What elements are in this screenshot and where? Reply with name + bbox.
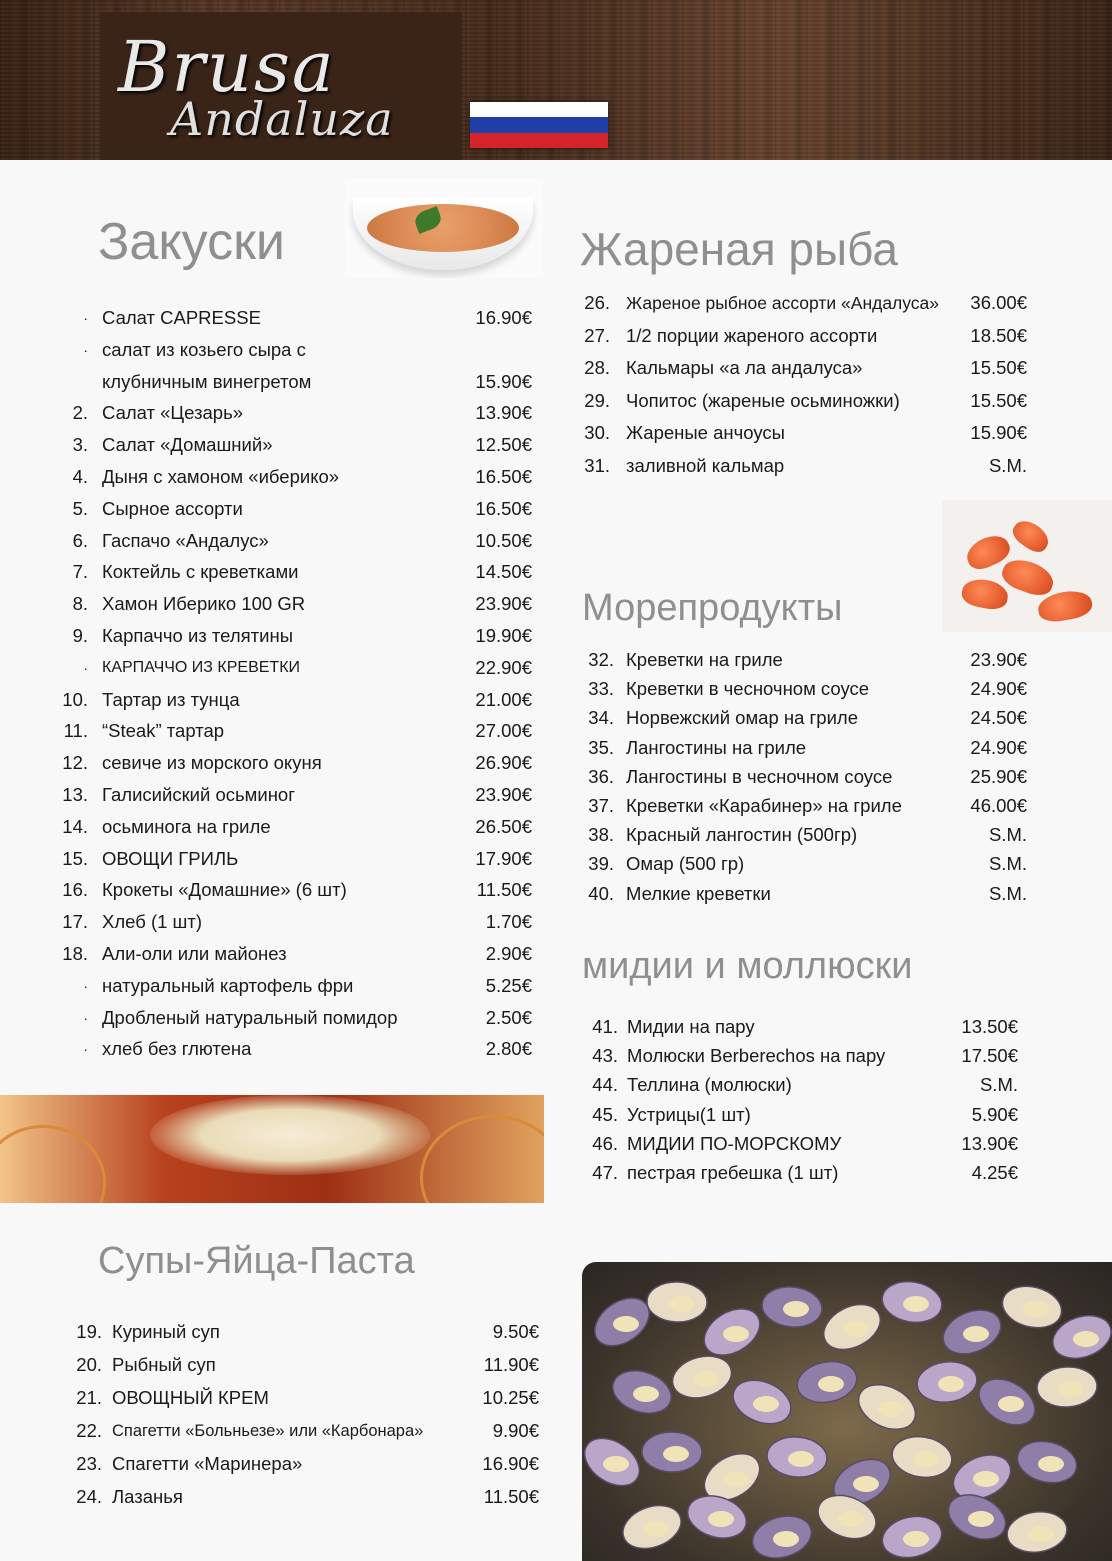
clam-meat-image xyxy=(723,1326,749,1342)
clam-meat-image xyxy=(773,1531,799,1547)
menu-item-price: 19.90€ xyxy=(475,625,532,646)
menu-item-price: 11.50€ xyxy=(483,1486,539,1507)
menu-item-number: 45. xyxy=(592,1103,618,1125)
menu-item xyxy=(60,494,532,524)
menu-item xyxy=(60,430,532,460)
clam-meat-image xyxy=(913,1451,939,1467)
menu-item-price: 16.90€ xyxy=(482,1453,539,1474)
menu-item xyxy=(60,367,532,397)
menu-item xyxy=(580,762,1027,792)
menu-item-price: 15.90€ xyxy=(970,422,1027,444)
clam-meat-image xyxy=(693,1371,719,1387)
menu-item-number: 20. xyxy=(76,1354,102,1375)
menu-item xyxy=(60,971,532,1001)
menu-item-name: осьминога на гриле xyxy=(102,815,271,837)
section-title-supy: Супы-Яйца-Паста xyxy=(98,1240,415,1282)
menu-item-number: 46. xyxy=(592,1132,618,1154)
clam-meat-image xyxy=(723,1471,749,1487)
header-wood-banner xyxy=(0,0,1112,160)
menu-item xyxy=(60,462,532,492)
clam-meat-image xyxy=(838,1511,864,1527)
menu-item xyxy=(580,1041,1018,1071)
clam-meat-image xyxy=(643,1521,669,1537)
menu-item xyxy=(580,288,1027,318)
menu-item-name: Мидии на пару xyxy=(627,1016,755,1037)
menu-item-name: Кальмары «а ла андалуса» xyxy=(626,357,863,379)
clam-meat-image xyxy=(708,1511,734,1527)
clam-meat-image xyxy=(753,1396,779,1412)
menu-item-name: Карпаччо из телятины xyxy=(102,625,293,646)
menu-item xyxy=(580,451,1027,481)
menu-item-number: 13. xyxy=(62,784,88,805)
menu-item xyxy=(60,1034,532,1064)
menu-item-number: 14. xyxy=(62,815,88,837)
menu-item-price: 23.90€ xyxy=(475,784,532,805)
section-title-moreprodukty: Морепродукты xyxy=(582,587,843,629)
menu-item xyxy=(60,335,532,365)
menu-item-price: 15.50€ xyxy=(970,389,1027,411)
menu-item-name: Лазанья xyxy=(112,1486,183,1507)
menu-item-number: 28. xyxy=(584,357,610,379)
menu-item xyxy=(60,844,532,874)
menu-item-number: 47. xyxy=(592,1162,618,1183)
menu-item-name: Дыня с хамоном «иберико» xyxy=(102,466,340,487)
menu-item-name: Молюски Berberechos на пару xyxy=(627,1045,886,1067)
menu-item-price: 27.00€ xyxy=(475,720,532,742)
section-title-zakuski: Закуски xyxy=(98,213,285,271)
menu-item-price: 13.50€ xyxy=(961,1016,1018,1037)
russian-flag-icon xyxy=(470,102,608,148)
menu-item-price: 12.50€ xyxy=(475,434,532,456)
menu-item-price: 26.90€ xyxy=(475,752,532,774)
clam-meat-image xyxy=(818,1376,844,1392)
gazpacho-photo xyxy=(345,178,543,278)
clam-meat-image xyxy=(1058,1381,1084,1397)
menu-item xyxy=(60,780,532,810)
menu-item-price: S.M. xyxy=(979,1074,1018,1096)
clam-meat-image xyxy=(938,1376,964,1392)
parmesan-image xyxy=(150,1095,430,1175)
menu-item xyxy=(580,1158,1018,1188)
menu-item-name: Жареное рыбное ассорти «Андалуса» xyxy=(626,293,940,313)
menu-item-name: Креветки «Карабинер» на гриле xyxy=(626,795,902,816)
menu-item-number: 33. xyxy=(588,678,614,700)
menu-item-number: · xyxy=(83,341,88,358)
menu-item-price: 2.80€ xyxy=(485,1038,532,1060)
menu-item-number: 17. xyxy=(62,911,88,933)
menu-item xyxy=(580,1012,1018,1042)
menu-item-price: 16.90€ xyxy=(475,307,532,328)
menu-item-name: Чопитос (жареные осьминожки) xyxy=(626,389,900,411)
menu-item-name: Коктейль с креветками xyxy=(102,561,299,583)
clam-meat-image xyxy=(998,1396,1024,1412)
menu-item-number: 21. xyxy=(76,1387,102,1408)
menu-item-price: 24.90€ xyxy=(970,736,1027,758)
shrimp-image xyxy=(960,576,1010,612)
clam-meat-image xyxy=(788,1451,814,1467)
menu-item-number: 44. xyxy=(592,1074,618,1096)
clam-meat-image xyxy=(963,1326,989,1342)
menu-item-name: Рыбный суп xyxy=(112,1354,216,1375)
menu-item-price: 21.00€ xyxy=(475,688,532,710)
pasta-image xyxy=(0,1125,106,1203)
menu-item-number: · xyxy=(83,310,88,326)
menu-item-name: Спагетти «Больньезе» или «Карбонара» xyxy=(112,1422,424,1440)
menu-item-price: 10.50€ xyxy=(475,529,532,551)
menu-item-price: S.M. xyxy=(988,882,1027,904)
menu-item-number: 37. xyxy=(588,795,614,816)
menu-item-number: 36. xyxy=(588,765,614,787)
menu-item-name: Сырное ассорти xyxy=(102,497,243,519)
menu-item-number: · xyxy=(83,1009,88,1026)
menu-item-price: 17.50€ xyxy=(961,1045,1018,1067)
menu-item-price: 11.50€ xyxy=(476,879,532,901)
menu-item xyxy=(60,907,532,937)
menu-item-name: пестрая гребешка (1 шт) xyxy=(627,1162,839,1183)
menu-item xyxy=(580,820,1027,850)
menu-item-name: клубничным винегретом xyxy=(102,370,312,392)
menu-item-price: 14.50€ xyxy=(475,561,532,583)
menu-item-name: Мелкие креветки xyxy=(626,882,771,904)
menu-item-price: 15.50€ xyxy=(970,357,1027,379)
menu-item-name: Хамон Иберико 100 GR xyxy=(102,593,306,615)
menu-item-number: 43. xyxy=(592,1045,618,1067)
menu-item xyxy=(60,1350,539,1380)
menu-item-number: 30. xyxy=(584,422,610,444)
menu-item-price: S.M. xyxy=(988,824,1027,846)
logo xyxy=(100,12,462,160)
menu-item-price: 11.90€ xyxy=(483,1354,539,1375)
menu-item xyxy=(580,674,1027,704)
menu-item-price: 2.50€ xyxy=(485,1006,532,1028)
menu-item xyxy=(60,875,532,905)
menu-item xyxy=(60,812,532,842)
menu-item-number: 35. xyxy=(588,736,614,758)
clam-meat-image xyxy=(603,1456,629,1472)
clam-meat-image xyxy=(1038,1456,1064,1472)
menu-item-price: 17.90€ xyxy=(475,847,532,869)
menu-item-name: Жареные анчоусы xyxy=(626,422,785,444)
spaghetti-photo xyxy=(0,1095,544,1203)
menu-item xyxy=(60,621,532,651)
menu-item-price: 10.25€ xyxy=(482,1387,539,1408)
menu-item-number: 4. xyxy=(72,466,88,487)
menu-item-name: Норвежский омар на гриле xyxy=(626,707,858,729)
menu-item xyxy=(580,791,1027,821)
menu-item xyxy=(60,685,532,715)
menu-item xyxy=(60,303,532,333)
menu-item xyxy=(60,589,532,619)
menu-item xyxy=(580,879,1027,909)
menu-item xyxy=(580,353,1027,383)
menu-item-price: 9.90€ xyxy=(492,1420,539,1441)
menu-item-price: 26.50€ xyxy=(475,815,532,837)
menu-item-name: Салат CAPRESSE xyxy=(102,307,261,328)
menu-item-number: 10. xyxy=(62,688,88,710)
menu-item-price: 23.90€ xyxy=(475,593,532,615)
menu-item-name: Креветки на гриле xyxy=(626,649,783,670)
menu-item-number: 26. xyxy=(584,292,610,313)
menu-item-number: · xyxy=(83,977,88,994)
menu-item-number: 27. xyxy=(584,324,610,346)
logo-line1: Brusa xyxy=(118,26,336,108)
menu-item-name: Крокеты «Домашние» (6 шт) xyxy=(102,879,347,901)
menu-item-name: Теллина (молюски) xyxy=(627,1074,792,1096)
menu-item xyxy=(60,1383,539,1413)
menu-item xyxy=(580,321,1027,351)
menu-item-name: Креветки в чесночном соусе xyxy=(626,678,870,700)
menu-item-name: Гаспачо «Андалус» xyxy=(102,529,269,551)
menu-item xyxy=(580,386,1027,416)
menu-item-name: ОВОЩИ ГРИЛЬ xyxy=(102,847,239,869)
menu-item xyxy=(60,1317,539,1347)
clam-meat-image xyxy=(1073,1331,1099,1347)
menu-item-price: S.M. xyxy=(988,853,1027,875)
menu-item xyxy=(60,716,532,746)
menu-item-price: 25.90€ xyxy=(970,765,1027,787)
menu-item-number: 29. xyxy=(584,389,610,411)
menu-item-name: Салат «Цезарь» xyxy=(102,402,243,424)
menu-item-number: · xyxy=(83,659,88,676)
menu-item xyxy=(60,939,532,969)
menu-item-price: 46.00€ xyxy=(970,795,1027,816)
menu-item-price: 16.50€ xyxy=(475,497,532,519)
menu-item xyxy=(60,1449,539,1479)
menu-item-number: 32. xyxy=(588,649,614,670)
menu-item-name: Омар (500 гр) xyxy=(626,853,745,875)
menu-item xyxy=(60,398,532,428)
menu-item-name: Лангостины в чесночном соусе xyxy=(626,765,893,787)
menu-item xyxy=(60,748,532,778)
menu-item-number: 40. xyxy=(588,882,614,904)
menu-item xyxy=(60,1482,539,1512)
menu-item-name: Дробленый натуральный помидор xyxy=(102,1006,398,1028)
menu-item-number: 8. xyxy=(72,593,88,615)
menu-item-price: 9.50€ xyxy=(492,1321,539,1342)
clam-meat-image xyxy=(973,1471,999,1487)
clam-meat-image xyxy=(843,1321,869,1337)
menu-item-name: натуральный картофель фри xyxy=(102,974,354,996)
menu-item-name: Лангостины на гриле xyxy=(626,736,807,758)
menu-item-name: заливной кальмар xyxy=(626,455,785,476)
clams-photo xyxy=(582,1262,1112,1561)
menu-item-number: 22. xyxy=(76,1420,102,1441)
menu-item-number: 12. xyxy=(62,752,88,774)
menu-item-number: 23. xyxy=(76,1453,102,1474)
clam-meat-image xyxy=(613,1316,639,1332)
clam-meat-image xyxy=(663,1446,689,1462)
menu-item-number: 18. xyxy=(62,943,88,964)
menu-item-name: хлеб без глютена xyxy=(102,1038,252,1060)
menu-item xyxy=(580,849,1027,879)
menu-item-name: “Steak” тартар xyxy=(102,720,225,742)
menu-item-price: 36.00€ xyxy=(970,292,1027,313)
menu-item-number: 9. xyxy=(72,625,88,646)
clam-meat-image xyxy=(1023,1301,1049,1317)
clam-meat-image xyxy=(878,1401,904,1417)
menu-item xyxy=(580,703,1027,733)
shrimp-image xyxy=(1009,515,1054,556)
menu-item-number: · xyxy=(83,1041,88,1058)
clam-meat-image xyxy=(903,1296,929,1312)
menu-item-number: 7. xyxy=(72,561,88,583)
menu-item-price: 13.90€ xyxy=(475,402,532,424)
menu-item-price: 5.90€ xyxy=(971,1103,1018,1125)
clams-image xyxy=(582,1262,1112,1561)
menu-item xyxy=(60,1416,539,1446)
menu-item-price: 2.90€ xyxy=(485,943,532,964)
menu-item-number: 11. xyxy=(63,720,88,742)
menu-item-price: 13.90€ xyxy=(961,1132,1018,1154)
menu-item-number: 39. xyxy=(588,853,614,875)
menu-item-name: Галисийский осьминог xyxy=(102,784,295,805)
shrimp-photo xyxy=(942,500,1112,632)
menu-item-price: 15.90€ xyxy=(475,370,532,392)
menu-item-number: 15. xyxy=(62,847,88,869)
menu-item xyxy=(60,653,532,683)
menu-item xyxy=(60,557,532,587)
menu-item-price: 23.90€ xyxy=(970,649,1027,670)
menu-item-number: 31. xyxy=(584,455,610,476)
menu-item-name: Спагетти «Маринера» xyxy=(112,1453,303,1474)
menu-item-name: салат из козьего сыра с xyxy=(102,338,306,360)
menu-item xyxy=(580,1100,1018,1130)
menu-item-number: 3. xyxy=(72,434,88,456)
menu-item-number: 19. xyxy=(76,1321,102,1342)
menu-item-price: 24.90€ xyxy=(970,678,1027,700)
menu-item-number: 24. xyxy=(76,1486,102,1507)
menu-item-number: 34. xyxy=(588,707,614,729)
menu-item xyxy=(60,1003,532,1033)
soup-image xyxy=(367,204,519,252)
menu-item-name: КАРПАЧЧО ИЗ КРЕВЕТКИ xyxy=(102,658,301,676)
menu-item-name: Али-оли или майонез xyxy=(102,943,287,964)
menu-item-price: 4.25€ xyxy=(971,1162,1018,1183)
pasta-image xyxy=(420,1115,544,1203)
menu-item-name: Салат «Домашний» xyxy=(102,434,273,456)
menu-item-name: Куриный суп xyxy=(112,1321,220,1342)
menu-item-price: 18.50€ xyxy=(970,324,1027,346)
menu-item xyxy=(580,1129,1018,1159)
menu-item xyxy=(580,418,1027,448)
menu-item xyxy=(60,526,532,556)
menu-item-number: 5. xyxy=(72,497,88,519)
menu-item xyxy=(580,645,1027,675)
menu-item-number: 6. xyxy=(72,529,88,551)
menu-item-price: 24.50€ xyxy=(970,707,1027,729)
menu-item-price: 5.25€ xyxy=(485,974,532,996)
menu-item-name: 1/2 порции жареного ассорти xyxy=(626,324,878,346)
menu-item-price: 1.70€ xyxy=(485,911,532,933)
menu-item-name: севиче из морского окуня xyxy=(102,752,322,774)
menu-item-name: ОВОЩНЫЙ КРЕМ xyxy=(112,1387,269,1408)
clam-meat-image xyxy=(783,1301,809,1317)
section-title-midii: мидии и моллюски xyxy=(582,945,913,987)
menu-item-number: 38. xyxy=(588,824,614,846)
clam-meat-image xyxy=(633,1386,659,1402)
clam-meat-image xyxy=(968,1511,994,1527)
menu-item-name: Красный лангостин (500гр) xyxy=(626,824,858,846)
menu-item-number: 16. xyxy=(62,879,88,901)
menu-item-price: S.M. xyxy=(988,455,1027,476)
menu-item-price: 22.90€ xyxy=(475,656,532,678)
clam-meat-image xyxy=(1028,1526,1054,1542)
menu-item-name: МИДИИ ПО-МОРСКОМУ xyxy=(627,1132,842,1154)
menu-item-name: Тартар из тунца xyxy=(102,688,240,710)
section-title-ryba: Жареная рыба xyxy=(580,223,898,275)
menu-item-price: 16.50€ xyxy=(475,466,532,487)
menu-item-name: Хлеб (1 шт) xyxy=(102,911,203,933)
logo-line2: Andaluza xyxy=(170,92,394,146)
clam-meat-image xyxy=(668,1296,694,1312)
menu-item-name: Устрицы(1 шт) xyxy=(627,1103,751,1125)
menu-item xyxy=(580,1070,1018,1100)
clam-meat-image xyxy=(853,1476,879,1492)
menu-item-number: 2. xyxy=(72,402,88,424)
menu-item xyxy=(580,733,1027,763)
menu-item-number: 41. xyxy=(592,1016,618,1037)
clam-meat-image xyxy=(903,1531,929,1547)
